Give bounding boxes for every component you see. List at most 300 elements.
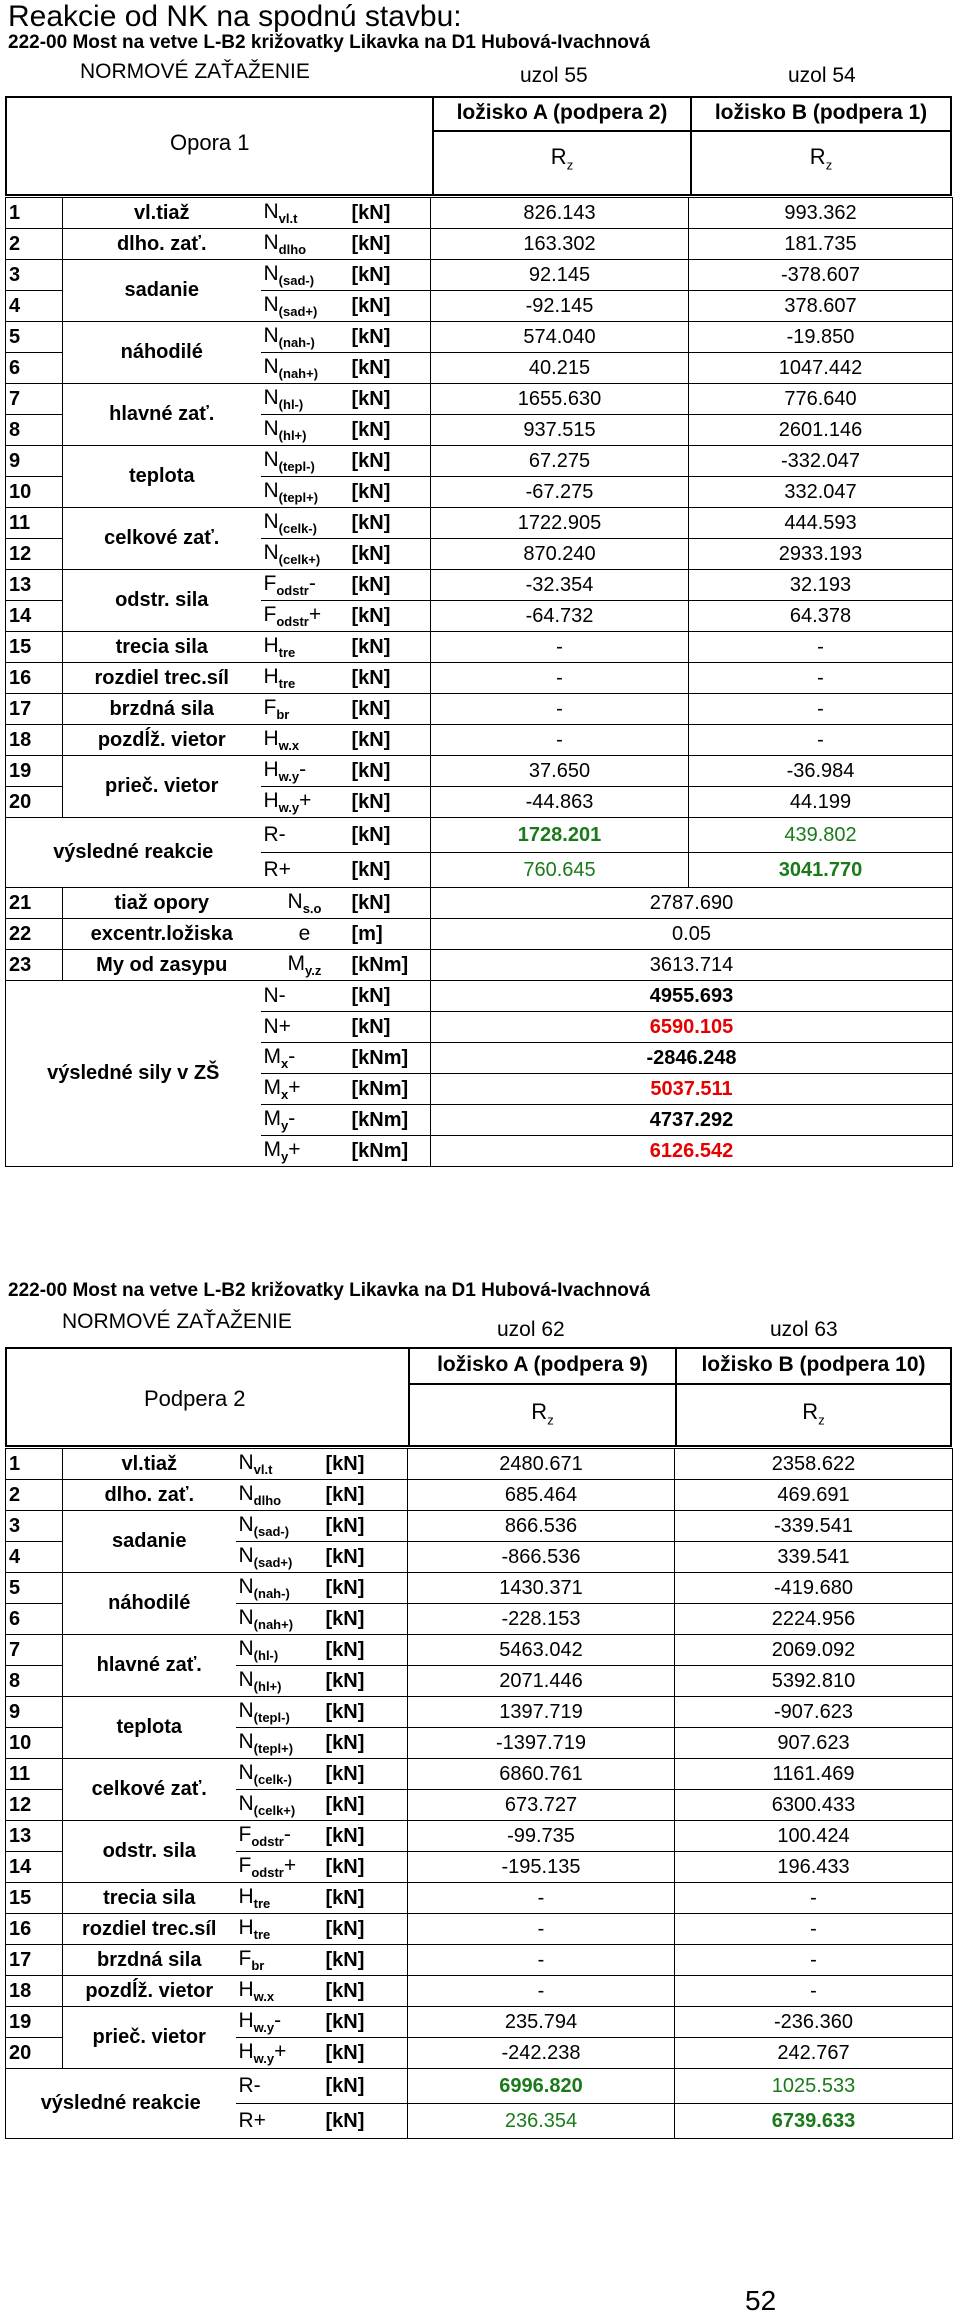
value-b: - bbox=[675, 1976, 953, 2007]
table-row bbox=[6, 1573, 953, 1604]
row-label: teplota bbox=[63, 1697, 236, 1759]
value-a: -67.275 bbox=[431, 477, 689, 508]
table-row bbox=[6, 384, 953, 415]
result-symbol: R+ bbox=[236, 2104, 323, 2139]
section1-node-b: uzol 54 bbox=[788, 64, 856, 87]
value-a: 1722.905 bbox=[431, 508, 689, 539]
unit-cell: [kN] bbox=[323, 1790, 408, 1821]
symbol: N bbox=[263, 447, 279, 471]
symbol-subscript: (celk+) bbox=[278, 552, 321, 568]
value-b: - bbox=[689, 725, 953, 756]
symbol: N bbox=[263, 416, 279, 440]
row-label: vl.tiaž bbox=[63, 1449, 236, 1480]
row-number: 14 bbox=[6, 1852, 63, 1883]
row-label: hlavné zať. bbox=[63, 1635, 236, 1697]
symbol: N bbox=[238, 1605, 254, 1629]
row-number: 19 bbox=[6, 756, 63, 787]
symbol-subscript: (tepl+) bbox=[253, 1741, 294, 1757]
row-number: 18 bbox=[6, 1976, 63, 2007]
row-label: sadanie bbox=[63, 1511, 236, 1573]
force-value: 4737.292 bbox=[431, 1105, 953, 1136]
section1-table bbox=[5, 197, 953, 1167]
table-row bbox=[6, 919, 953, 950]
unit-cell: [kN] bbox=[349, 756, 431, 787]
unit-cell: [kN] bbox=[323, 1728, 408, 1759]
row-label: tiaž opory bbox=[63, 888, 261, 919]
symbol: H bbox=[238, 1884, 254, 1908]
page-title: Reakcie od NK na spodnú stavbu: bbox=[8, 0, 462, 33]
row-number: 2 bbox=[6, 1480, 63, 1511]
table-row bbox=[6, 663, 953, 694]
table-row bbox=[6, 229, 953, 260]
symbol: N bbox=[238, 1512, 254, 1536]
symbol-cell bbox=[236, 1480, 323, 1511]
result-symbol: R- bbox=[236, 2069, 323, 2104]
value-b: 993.362 bbox=[689, 198, 953, 229]
symbol: F bbox=[238, 1946, 252, 1970]
symbol: F bbox=[238, 1853, 252, 1877]
symbol-cell bbox=[261, 1012, 349, 1043]
result-value-a: 236.354 bbox=[408, 2104, 675, 2139]
row-number: 6 bbox=[6, 1604, 63, 1635]
value-a: - bbox=[408, 1883, 675, 1914]
unit-cell: [kNm] bbox=[349, 1043, 431, 1074]
value-b: -339.541 bbox=[675, 1511, 953, 1542]
symbol-subscript: x bbox=[281, 1056, 289, 1072]
unit-cell: [kN] bbox=[323, 1914, 408, 1945]
result-value-b: 6739.633 bbox=[675, 2104, 953, 2139]
symbol: H bbox=[238, 2039, 254, 2063]
symbol-subscript: (hl-) bbox=[253, 1648, 279, 1664]
symbol-subscript: odstr bbox=[276, 614, 309, 630]
symbol-cell bbox=[261, 725, 349, 756]
section1-load-type: NORMOVÉ ZAŤAŽENIE bbox=[80, 60, 310, 83]
symbol-subscript: (sad-) bbox=[253, 1524, 290, 1540]
row-label: teplota bbox=[63, 446, 261, 508]
section1-header-box bbox=[5, 96, 952, 196]
unit-cell: [kN] bbox=[349, 888, 431, 919]
symbol-cell bbox=[261, 539, 349, 570]
row-number: 16 bbox=[6, 663, 63, 694]
value-a: 163.302 bbox=[431, 229, 689, 260]
row-label: brzdná sila bbox=[63, 1945, 236, 1976]
row-label: náhodilé bbox=[63, 1573, 236, 1635]
row-number: 12 bbox=[6, 539, 63, 570]
value-b: 242.767 bbox=[675, 2038, 953, 2069]
value-b: 339.541 bbox=[675, 1542, 953, 1573]
symbol-suffix: - bbox=[299, 757, 307, 781]
table-row bbox=[6, 632, 953, 663]
symbol-subscript: (nah+) bbox=[253, 1617, 294, 1633]
result-symbol: R+ bbox=[261, 853, 349, 888]
unit-cell: [kN] bbox=[323, 1573, 408, 1604]
value-b: -19.850 bbox=[689, 322, 953, 353]
row-number: 18 bbox=[6, 725, 63, 756]
value-a: -866.536 bbox=[408, 1542, 675, 1573]
unit-cell: [kN] bbox=[323, 1976, 408, 2007]
value-a: 37.650 bbox=[431, 756, 689, 787]
table-row bbox=[6, 2007, 953, 2038]
symbol-cell bbox=[236, 1759, 323, 1790]
section2-subtitle: 222-00 Most na vetve L-B2 križovatky Likavka na D1 Hubová-Ivachnová bbox=[8, 1280, 651, 1301]
table-row bbox=[6, 1511, 953, 1542]
row-number: 3 bbox=[6, 260, 63, 291]
symbol-cell bbox=[261, 291, 349, 322]
symbol: F bbox=[238, 1822, 252, 1846]
symbol-subscript: (nah-) bbox=[253, 1586, 290, 1602]
table-row bbox=[6, 1976, 953, 2007]
symbol-cell bbox=[261, 446, 349, 477]
symbol-cell bbox=[261, 570, 349, 601]
row-label: My od zasypu bbox=[63, 950, 261, 981]
unit-cell: [kN] bbox=[349, 663, 431, 694]
table-row bbox=[6, 260, 953, 291]
value-b: 100.424 bbox=[675, 1821, 953, 1852]
result-value-a: 760.645 bbox=[431, 853, 689, 888]
row-number: 6 bbox=[6, 353, 63, 384]
value-b: 1161.469 bbox=[675, 1759, 953, 1790]
symbol-cell bbox=[261, 919, 349, 950]
symbol-subscript: (sad+) bbox=[253, 1555, 293, 1571]
symbol-cell bbox=[261, 1074, 349, 1105]
symbol-cell bbox=[236, 1728, 323, 1759]
symbol: H bbox=[238, 1977, 254, 2001]
symbol-suffix: + bbox=[308, 602, 322, 626]
result-row bbox=[6, 818, 953, 853]
value-a: 574.040 bbox=[431, 322, 689, 353]
result-row bbox=[6, 2069, 953, 2104]
value-b: 444.593 bbox=[689, 508, 953, 539]
value-a: -44.863 bbox=[431, 787, 689, 818]
value-a: 2071.446 bbox=[408, 1666, 675, 1697]
symbol: N bbox=[263, 385, 279, 409]
row-label: prieč. vietor bbox=[63, 2007, 236, 2069]
symbol-subscript: tre bbox=[278, 676, 296, 692]
row-number: 10 bbox=[6, 1728, 63, 1759]
symbol-cell bbox=[261, 229, 349, 260]
result-value-b: 3041.770 bbox=[689, 853, 953, 888]
result-label: výsledné reakcie bbox=[6, 818, 261, 888]
unit-cell: [kN] bbox=[323, 1945, 408, 1976]
table-row bbox=[6, 1883, 953, 1914]
force-value: 6126.542 bbox=[431, 1136, 953, 1167]
symbol-suffix: + bbox=[288, 1137, 301, 1161]
value-b: - bbox=[689, 663, 953, 694]
unit-cell: [kN] bbox=[323, 1883, 408, 1914]
table-row bbox=[6, 322, 953, 353]
unit-cell: [kN] bbox=[349, 694, 431, 725]
symbol: F bbox=[263, 602, 277, 626]
unit-cell: [kN] bbox=[349, 601, 431, 632]
symbol-cell bbox=[261, 950, 349, 981]
symbol-subscript: w.y bbox=[278, 769, 300, 785]
symbol: N bbox=[238, 1574, 254, 1598]
value-a: 826.143 bbox=[431, 198, 689, 229]
unit-cell: [kN] bbox=[349, 570, 431, 601]
unit-cell: [kN] bbox=[349, 446, 431, 477]
symbol: N bbox=[238, 1729, 254, 1753]
value-a: - bbox=[408, 1914, 675, 1945]
symbol-cell bbox=[261, 384, 349, 415]
section2-node-b: uzol 63 bbox=[770, 1318, 838, 1341]
value-a: 6860.761 bbox=[408, 1759, 675, 1790]
symbol-subscript: w.x bbox=[278, 738, 300, 754]
value-b: -332.047 bbox=[689, 446, 953, 477]
row-label: rozdiel trec.síl bbox=[63, 1914, 236, 1945]
section2-node-a: uzol 62 bbox=[497, 1318, 565, 1341]
value-b: 378.607 bbox=[689, 291, 953, 322]
symbol: N bbox=[238, 1760, 254, 1784]
value-a: 866.536 bbox=[408, 1511, 675, 1542]
row-label: dlho. zať. bbox=[63, 229, 261, 260]
unit-cell: [kN] bbox=[349, 508, 431, 539]
symbol-cell bbox=[261, 663, 349, 694]
table-row bbox=[6, 198, 953, 229]
symbol-suffix: - bbox=[274, 2008, 282, 2032]
value-a: -92.145 bbox=[431, 291, 689, 322]
result-symbol: R- bbox=[261, 818, 349, 853]
symbol-cell bbox=[236, 1511, 323, 1542]
symbol-subscript: w.x bbox=[253, 1989, 275, 2005]
symbol-subscript: vl.t bbox=[278, 211, 298, 227]
symbol-subscript: y.z bbox=[305, 963, 322, 979]
value-b: - bbox=[675, 1883, 953, 1914]
symbol-cell bbox=[236, 1821, 323, 1852]
symbol-suffix: - bbox=[283, 1822, 291, 1846]
row-number: 17 bbox=[6, 694, 63, 725]
value: 0.05 bbox=[431, 919, 953, 950]
symbol-cell bbox=[261, 632, 349, 663]
symbol-subscript: (nah+) bbox=[278, 366, 319, 382]
row-number: 15 bbox=[6, 632, 63, 663]
symbol-cell bbox=[236, 1635, 323, 1666]
row-number: 19 bbox=[6, 2007, 63, 2038]
value-b: 32.193 bbox=[689, 570, 953, 601]
row-label: odstr. sila bbox=[63, 1821, 236, 1883]
force-value: 6590.105 bbox=[431, 1012, 953, 1043]
value-a: -242.238 bbox=[408, 2038, 675, 2069]
symbol: N bbox=[238, 1481, 254, 1505]
table-row bbox=[6, 725, 953, 756]
section2-col-b-header: ložisko B (podpera 10) bbox=[701, 1353, 926, 1376]
symbol-subscript: dlho bbox=[278, 242, 307, 258]
symbol-cell bbox=[236, 1945, 323, 1976]
symbol: N bbox=[263, 354, 279, 378]
unit-cell: [kN] bbox=[323, 1542, 408, 1573]
forces-label: výsledné sily v ZŠ bbox=[6, 981, 261, 1167]
value-b: 5392.810 bbox=[675, 1666, 953, 1697]
symbol-subscript: (sad-) bbox=[278, 273, 315, 289]
symbol-cell bbox=[261, 477, 349, 508]
section2-rz-a: $R_z$ bbox=[531, 1399, 554, 1428]
page-number: 52 bbox=[745, 2285, 777, 2316]
value-b: 196.433 bbox=[675, 1852, 953, 1883]
unit-cell: [kN] bbox=[323, 1666, 408, 1697]
result-label: výsledné reakcie bbox=[6, 2069, 236, 2139]
unit-cell: [kN] bbox=[323, 1821, 408, 1852]
table-row bbox=[6, 1449, 953, 1480]
table-row bbox=[6, 1759, 953, 1790]
symbol: N bbox=[263, 292, 279, 316]
value-a: 5463.042 bbox=[408, 1635, 675, 1666]
table-row bbox=[6, 1914, 953, 1945]
section1-rz-b: $R_z$ bbox=[809, 144, 833, 173]
value-b: -378.607 bbox=[689, 260, 953, 291]
symbol-subscript: odstr bbox=[276, 583, 309, 599]
value-b: 469.691 bbox=[675, 1480, 953, 1511]
symbol-cell bbox=[236, 1697, 323, 1728]
row-number: 11 bbox=[6, 508, 63, 539]
section1-subtitle: 222-00 Most na vetve L-B2 križovatky Likavka na D1 Hubová-Ivachnová bbox=[8, 32, 651, 53]
unit-cell: [kN] bbox=[323, 1852, 408, 1883]
row-label: pozdĺž. vietor bbox=[63, 1976, 236, 2007]
symbol-cell bbox=[236, 1852, 323, 1883]
value-b: 44.199 bbox=[689, 787, 953, 818]
symbol: H bbox=[238, 1915, 254, 1939]
symbol-cell bbox=[236, 1449, 323, 1480]
value-a: 67.275 bbox=[431, 446, 689, 477]
row-number: 1 bbox=[6, 198, 63, 229]
value-b: - bbox=[675, 1914, 953, 1945]
symbol-cell bbox=[236, 1573, 323, 1604]
symbol: H bbox=[263, 664, 279, 688]
symbol: N bbox=[238, 1450, 254, 1474]
symbol-subscript: vl.t bbox=[253, 1462, 273, 1478]
symbol: N bbox=[263, 509, 279, 533]
value-a: 1655.630 bbox=[431, 384, 689, 415]
table-row bbox=[6, 694, 953, 725]
table-row bbox=[6, 446, 953, 477]
symbol: N bbox=[238, 1636, 254, 1660]
unit-cell: [kN] bbox=[323, 2007, 408, 2038]
symbol-cell bbox=[236, 2038, 323, 2069]
value-b: 2601.146 bbox=[689, 415, 953, 446]
symbol-subscript: tre bbox=[253, 1927, 271, 1943]
value-b: 181.735 bbox=[689, 229, 953, 260]
symbol-cell bbox=[261, 1105, 349, 1136]
section1-node-a: uzol 55 bbox=[520, 64, 588, 87]
symbol-suffix: - bbox=[288, 1106, 296, 1130]
row-label: brzdná sila bbox=[63, 694, 261, 725]
section2-load-type: NORMOVÉ ZAŤAŽENIE bbox=[62, 1310, 292, 1333]
symbol-subscript: (hl+) bbox=[278, 428, 307, 444]
symbol-suffix: - bbox=[308, 571, 316, 595]
symbol-cell bbox=[236, 1542, 323, 1573]
unit-cell: [kN] bbox=[349, 198, 431, 229]
value-a: 92.145 bbox=[431, 260, 689, 291]
symbol-suffix: + bbox=[299, 788, 312, 812]
unit-cell: [kN] bbox=[349, 384, 431, 415]
symbol-cell bbox=[236, 2007, 323, 2038]
unit-cell: [kN] bbox=[323, 1480, 408, 1511]
row-number: 17 bbox=[6, 1945, 63, 1976]
unit-cell: [kN] bbox=[323, 1635, 408, 1666]
unit-cell: [kN] bbox=[323, 1511, 408, 1542]
symbol-cell bbox=[261, 888, 349, 919]
symbol-subscript: (sad+) bbox=[278, 304, 318, 320]
row-label: trecia sila bbox=[63, 1883, 236, 1914]
table-row bbox=[6, 950, 953, 981]
value-b: - bbox=[675, 1945, 953, 1976]
symbol-cell bbox=[236, 1666, 323, 1697]
symbol-cell bbox=[261, 508, 349, 539]
symbol-cell bbox=[236, 1883, 323, 1914]
unit-cell: [kN] bbox=[323, 1759, 408, 1790]
symbol: N bbox=[238, 1791, 254, 1815]
value-a: - bbox=[431, 694, 689, 725]
row-number: 7 bbox=[6, 1635, 63, 1666]
symbol-subscript: odstr bbox=[251, 1834, 284, 1850]
symbol: N bbox=[263, 199, 279, 223]
table-row bbox=[6, 1945, 953, 1976]
unit-cell: [kN] bbox=[349, 632, 431, 663]
symbol-subscript: y bbox=[281, 1149, 289, 1165]
symbol-subscript: (celk-) bbox=[278, 521, 317, 537]
value-b: 1047.442 bbox=[689, 353, 953, 384]
symbol-cell bbox=[261, 1136, 349, 1167]
row-number: 14 bbox=[6, 601, 63, 632]
value-b: -236.360 bbox=[675, 2007, 953, 2038]
value-a: - bbox=[431, 725, 689, 756]
row-number: 4 bbox=[6, 1542, 63, 1573]
result-value-a: 1728.201 bbox=[431, 818, 689, 853]
force-row bbox=[6, 981, 953, 1012]
row-number: 23 bbox=[6, 950, 63, 981]
symbol: N bbox=[287, 889, 303, 913]
unit-cell: [kN] bbox=[323, 1449, 408, 1480]
symbol-cell bbox=[261, 787, 349, 818]
row-number: 22 bbox=[6, 919, 63, 950]
value-a: 1397.719 bbox=[408, 1697, 675, 1728]
section1-col-b-header: ložisko B (podpera 1) bbox=[714, 101, 928, 124]
value-b: -907.623 bbox=[675, 1697, 953, 1728]
value-b: -36.984 bbox=[689, 756, 953, 787]
symbol-suffix: - bbox=[288, 1044, 296, 1068]
value-b: 907.623 bbox=[675, 1728, 953, 1759]
row-number: 16 bbox=[6, 1914, 63, 1945]
unit-cell: [kN] bbox=[349, 291, 431, 322]
symbol-subscript: y bbox=[281, 1118, 289, 1134]
symbol-cell bbox=[261, 694, 349, 725]
value-a: 673.727 bbox=[408, 1790, 675, 1821]
row-number: 4 bbox=[6, 291, 63, 322]
row-number: 13 bbox=[6, 1821, 63, 1852]
unit-cell: [kN] bbox=[349, 539, 431, 570]
symbol: F bbox=[263, 695, 277, 719]
row-label: sadanie bbox=[63, 260, 261, 322]
section2-table bbox=[5, 1448, 953, 2139]
unit-cell: [kN] bbox=[349, 853, 431, 888]
unit-cell: [kNm] bbox=[349, 1105, 431, 1136]
symbol-cell bbox=[261, 756, 349, 787]
row-label: celkové zať. bbox=[63, 1759, 236, 1821]
symbol-cell bbox=[261, 353, 349, 384]
symbol: F bbox=[263, 571, 277, 595]
unit-cell: [kNm] bbox=[349, 1074, 431, 1105]
row-number: 7 bbox=[6, 384, 63, 415]
symbol-subscript: br bbox=[276, 707, 290, 723]
row-number: 21 bbox=[6, 888, 63, 919]
value-b: - bbox=[689, 694, 953, 725]
table-row bbox=[6, 1480, 953, 1511]
symbol-cell bbox=[261, 260, 349, 291]
row-number: 20 bbox=[6, 787, 63, 818]
row-label: vl.tiaž bbox=[63, 198, 261, 229]
symbol-subscript: (celk+) bbox=[253, 1803, 296, 1819]
symbol-subscript: x bbox=[281, 1087, 289, 1103]
symbol-subscript: odstr bbox=[251, 1865, 284, 1881]
value-b: 776.640 bbox=[689, 384, 953, 415]
